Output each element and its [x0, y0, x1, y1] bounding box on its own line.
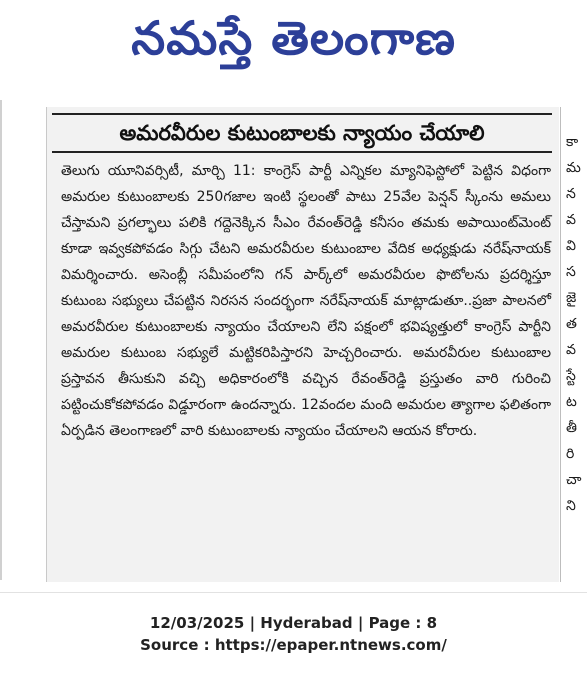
edition-date-city-page: 12/03/2025 | Hyderabad | Page : 8: [149, 614, 438, 632]
fragment-line: స: [566, 264, 576, 280]
fragment-line: న: [566, 186, 576, 202]
adjacent-column-fragment: [566, 107, 587, 582]
fragment-line: ని: [566, 498, 576, 514]
newspaper-logo: నమస్తే తెలంగాణ: [131, 11, 456, 65]
column-divider: [560, 107, 561, 582]
previous-column-edge: [0, 100, 2, 580]
footer-divider: [0, 592, 587, 593]
fragment-line: కా: [566, 134, 579, 150]
masthead: [0, 0, 587, 80]
fragment-line: వ: [566, 342, 576, 358]
fragment-line: మ: [566, 160, 581, 176]
fragment-line: రి: [566, 446, 575, 462]
source-url: Source : https://epaper.ntnews.com/: [140, 636, 447, 654]
fragment-line: జై: [566, 290, 577, 306]
news-article-clipping: [46, 107, 559, 582]
headline-box: [52, 113, 552, 153]
fragment-line: చా: [566, 472, 582, 488]
article-headline: అమరవీరుల కుటుంబాలకు న్యాయం చేయాలి: [119, 121, 485, 145]
fragment-line: వ: [566, 212, 576, 228]
edition-footer: [0, 612, 587, 656]
fragment-line: తీ: [566, 420, 577, 436]
fragment-line: ట: [566, 394, 577, 410]
fragment-line: స్టే: [566, 368, 576, 384]
fragment-line: వి: [566, 238, 576, 254]
article-body: తెలుగు యూనివర్సిటీ, మార్చి 11: కాంగ్రెస్ పార్టీ ఎన్నికల మ్యానిఫెస్టోలో పెట్టిన విధంగా అమరుల కుటుంబాలకు 250గజాల ఇంటి స్థలంతో పాటు 25వేల పెన్షన్ స్కీంను అమలు చేస్తామని ప్రగల్భాలు పలికి గద్దెనెక్కిన సీఎం రేవంత్‌రెడ్డి కనీసం తమకు అపాయింట్‌మెంట్ కూడా ఇవ్వకపోవడం సిగ్గు చేటని అమరవీరుల కుటుంబాల వేదిక అధ్యక్షుడు నరేష్‌నాయక్ విమర్శించారు. అసెంబ్లీ సమీపంలోని గన్ పార్క్‌లో అమరవీరుల ఫొటోలను ప్రదర్శిస్తూ కుటుంబ సభ్యులు చేపట్టిన నిరసన సందర్భంగా నరేష్‌నాయక్ మాట్లాడుతూ..ప్రజా పాలనలో అమరవీరుల కుటుంబాలకు న్యాయం చేయాలని లేని పక్షంలో భవిష్యత్తులో కాంగ్రెస్ పార్టీని అమరుల కుటుంబ సభ్యులే మట్టికరిపిస్తారని హెచ్చరించారు. అమరవీరుల కుటుంబాల ప్రస్తావన తీసుకుని వచ్చి అధికారంలోకి వచ్చిన రేవంత్‌రెడ్డి ప్రస్తుతం వారి గురించి పట్టించుకోకపోవడం విడ్డూరంగా ఉందన్నారు. 12వందల మంది అమరుల త్యాగాల ఫలితంగా ఏర్పడిన తెలంగాణలో వారి కుటుంబాలకు న్యాయం చేయాలని ఆయన కోరారు.: [61, 163, 551, 439]
fragment-line: త: [566, 316, 577, 332]
